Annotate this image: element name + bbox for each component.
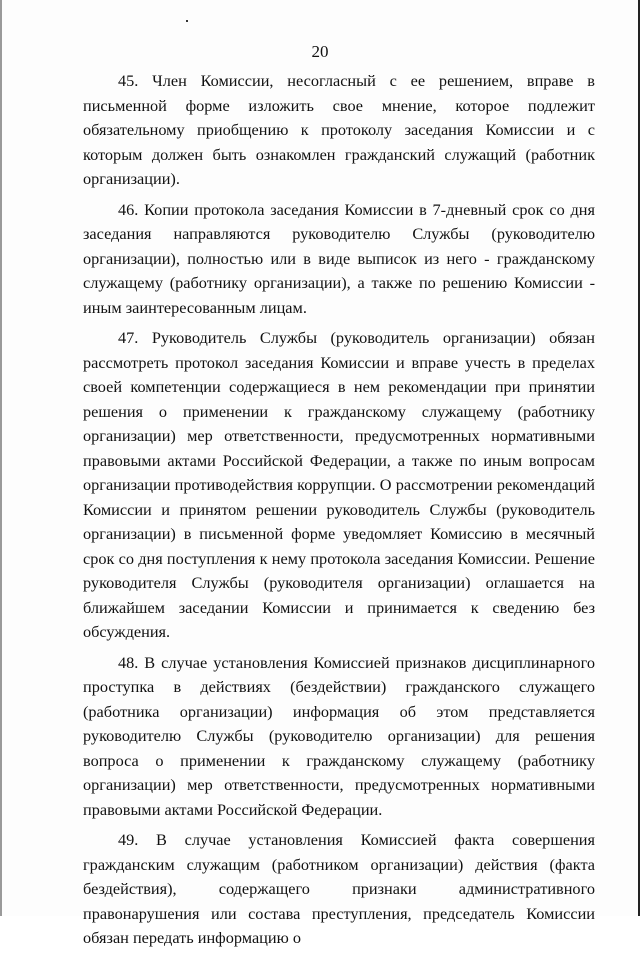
- paragraph-49: 49. В случае установления Комиссией факта совершения гражданским служащим (работником организации) действия (факта бездействия), содержащего признаки административного правонарушения или состава преступления, председатель Комиссии обязан передать информацию о: [83, 830, 595, 947]
- paragraph-46: 46. Копии протокола заседания Комиссии в 7-дневный срок со дня заседания направляются руководителю Службы (руководителю организации), полностью или в виде выписок из него - гражданскому служащему (работнику организации), а также по решению Комиссии - иным заинтересованным лицам.: [83, 199, 595, 317]
- scan-left-edge: [0, 0, 2, 916]
- paragraph-47: 47. Руководитель Службы (руководитель организации) обязан рассмотреть протокол заседания Комиссии и вправе учесть в пределах своей компетенции содержащиеся в нем рекомендации при принятии решения о применении к гражданскому служащему (работнику организации) мер ответственности, предусмотренных нормативными правовыми актами Российской Федерации, а также по иным вопросам организации противодействия коррупции. О рассмотрении рекомендаций Комиссии и принятом решении руководитель Службы (руководитель организации) в письменной форме уведомляет Комиссию в месячный срок со дня поступления к нему протокола заседания Комиссии. Решение руководителя Службы (руководителя организации) оглашается на ближайшем заседании Комиссии и принимается к сведению без обсуждения.: [83, 328, 595, 641]
- paragraph-45: 45. Член Комиссии, несогласный с ее решением, вправе в письменной форме изложить свое мнение, которое подлежит обязательному приобщению к протоколу заседания Комиссии и с которым должен быть ознакомлен гражданский служащий (работник организации).: [83, 71, 595, 188]
- paragraph-48: 48. В случае установления Комиссией признаков дисциплинарного проступка в действиях (бездействии) гражданского служащего (работника организации) информация об этом представляется руководителю Службы (руководителю организации) для решения вопроса о применении к гражданскому служащему (работнику организации) мер ответственности, предусмотренных нормативными правовыми актами Российской Федерации.: [83, 652, 595, 819]
- document-body: [83, 69, 595, 957]
- scan-speck: [186, 20, 188, 22]
- page-number: 20: [311, 42, 329, 61]
